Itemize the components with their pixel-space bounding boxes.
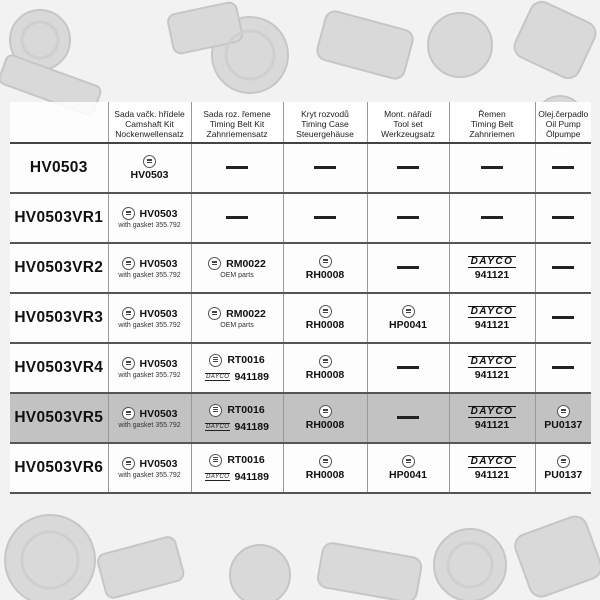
timing-belt-kit-cell	[191, 393, 283, 443]
dayco-logo: DAYCO	[206, 423, 230, 430]
table-row	[10, 143, 591, 193]
variant-code: HV0503VR6	[10, 443, 108, 493]
part-number: 941121	[474, 468, 510, 481]
part-number: HV0503	[139, 457, 178, 470]
header-line: Timing Belt	[470, 119, 514, 129]
header-line: Ölpumpe	[546, 129, 581, 139]
dayco-logo: DAYCO	[468, 406, 517, 418]
header-line: Timing Belt Kit	[209, 119, 265, 129]
part-number: RM0022	[226, 257, 266, 270]
tool-set-cell	[367, 243, 449, 293]
et-logo-icon	[122, 207, 135, 220]
table-row-highlighted	[10, 393, 591, 443]
part-number: RT0016	[227, 454, 265, 466]
not-available-dash-icon	[552, 216, 574, 219]
oil-pump-cell	[535, 343, 591, 393]
header-line: Sada roz. řemene	[203, 109, 271, 119]
timing-belt-cell	[449, 293, 535, 343]
not-available-dash-icon	[397, 366, 419, 369]
part-number: HP0041	[389, 469, 427, 481]
part-number: HV0503	[139, 207, 178, 220]
not-available-dash-icon	[552, 366, 574, 369]
timing-belt-kit-cell	[191, 293, 283, 343]
part-number: HV0503	[139, 357, 178, 370]
et-logo-icon	[319, 305, 332, 318]
part-number: HV0503	[139, 307, 178, 320]
table-row	[10, 193, 591, 243]
et-logo-icon	[557, 455, 570, 468]
part-note: with gasket 355.792	[118, 372, 181, 379]
dayco-logo: DAYCO	[468, 456, 517, 468]
et-logo-icon	[319, 355, 332, 368]
timing-belt-cell	[449, 243, 535, 293]
not-available-dash-icon	[552, 166, 574, 169]
timing-case-cell	[283, 143, 367, 193]
not-available-dash-icon	[397, 166, 419, 169]
tool-set-cell	[367, 193, 449, 243]
part-note: with gasket 355.792	[118, 222, 181, 229]
not-available-dash-icon	[552, 316, 574, 319]
header-line: Timing Case	[301, 119, 349, 129]
et-logo-icon	[319, 255, 332, 268]
camshaft-cell	[108, 293, 191, 343]
tool-set-cell	[367, 443, 449, 493]
timing-belt-kit-cell	[191, 243, 283, 293]
header-line: Werkzeugsatz	[381, 129, 435, 139]
header-line: Mont. nářadí	[384, 109, 432, 119]
camshaft-cell	[108, 393, 191, 443]
et-logo-icon	[402, 455, 415, 468]
camshaft-cell	[108, 193, 191, 243]
oil-pump-cell	[535, 243, 591, 293]
et-logo-icon	[557, 405, 570, 418]
part-note: with gasket 355.792	[118, 272, 181, 279]
timing-belt-cell	[449, 443, 535, 493]
dayco-logo: DAYCO	[206, 473, 230, 480]
oil-pump-cell	[535, 393, 591, 443]
timing-belt-cell	[449, 193, 535, 243]
dayco-logo: DAYCO	[468, 356, 517, 368]
not-available-dash-icon	[481, 166, 503, 169]
table-row	[10, 343, 591, 393]
part-note: OEM parts	[220, 272, 254, 279]
header-line: Steuergehäuse	[296, 129, 354, 139]
part-number: 941189	[234, 420, 269, 433]
part-number: 941189	[234, 470, 269, 483]
header-line: Kryt rozvodů	[301, 109, 349, 119]
et-logo-icon	[122, 407, 135, 420]
part-number: 941189	[234, 370, 269, 383]
timing-belt-kit-cell	[191, 343, 283, 393]
header-line: Zahnriemensatz	[206, 129, 268, 139]
et-logo-icon	[319, 405, 332, 418]
part-note: with gasket 355.792	[118, 422, 181, 429]
dayco-logo: DAYCO	[206, 373, 230, 380]
part-number: 941121	[474, 368, 510, 381]
not-available-dash-icon	[397, 416, 419, 419]
header-line: Olej.čerpadlo	[538, 109, 589, 119]
header-timing-belt-kit	[191, 102, 283, 143]
part-number: 941121	[474, 268, 510, 281]
not-available-dash-icon	[397, 266, 419, 269]
not-available-dash-icon	[314, 166, 336, 169]
header-line: Oil Pump	[545, 119, 581, 129]
part-note: with gasket 355.792	[118, 472, 181, 479]
timing-case-cell	[283, 393, 367, 443]
variant-code: HV0503VR2	[10, 243, 108, 293]
header-timing-belt	[449, 102, 535, 143]
header-row	[10, 102, 591, 143]
timing-case-cell	[283, 343, 367, 393]
timing-case-cell	[283, 443, 367, 493]
part-number: RH0008	[305, 369, 345, 381]
part-number: RT0016	[227, 404, 265, 416]
et-logo-icon	[122, 457, 135, 470]
header-line: Camshaft Kit	[125, 119, 174, 129]
et-logo-icon	[208, 307, 221, 320]
header-timing-case	[283, 102, 367, 143]
not-available-dash-icon	[552, 266, 574, 269]
timing-case-cell	[283, 193, 367, 243]
header-line: Sada vačk. hřídele	[114, 109, 185, 119]
part-number: HP0041	[389, 319, 427, 331]
part-number: RH0008	[305, 419, 345, 431]
part-number: 941121	[474, 418, 510, 431]
table-row	[10, 443, 591, 493]
not-available-dash-icon	[226, 166, 248, 169]
not-available-dash-icon	[226, 216, 248, 219]
et-logo-icon	[122, 357, 135, 370]
part-number: HV0503	[130, 169, 169, 181]
table-row	[10, 243, 591, 293]
variant-code: HV0503	[10, 143, 108, 193]
not-available-dash-icon	[481, 216, 503, 219]
camshaft-cell	[108, 443, 191, 493]
et-logo-icon	[208, 257, 221, 270]
part-number: PU0137	[544, 469, 583, 481]
part-number: PU0137	[544, 419, 583, 431]
et-logo-icon	[209, 354, 222, 367]
timing-case-cell	[283, 293, 367, 343]
tool-set-cell	[367, 393, 449, 443]
variant-code: HV0503VR5	[10, 393, 108, 443]
oil-pump-cell	[535, 143, 591, 193]
tool-set-cell	[367, 343, 449, 393]
part-number: RT0016	[227, 354, 265, 366]
header-line: Řemen	[478, 109, 506, 119]
part-number: RH0008	[305, 269, 345, 281]
timing-belt-kit-cell	[191, 443, 283, 493]
oil-pump-cell	[535, 193, 591, 243]
variant-code: HV0503VR3	[10, 293, 108, 343]
table-row	[10, 293, 591, 343]
header-tool-set	[367, 102, 449, 143]
part-number: RH0008	[305, 469, 345, 481]
timing-belt-cell	[449, 393, 535, 443]
et-logo-icon	[122, 307, 135, 320]
camshaft-cell	[108, 343, 191, 393]
et-logo-icon	[209, 454, 222, 467]
oil-pump-cell	[535, 443, 591, 493]
variant-code: HV0503VR1	[10, 193, 108, 243]
part-number: RH0008	[305, 319, 345, 331]
timing-belt-cell	[449, 143, 535, 193]
camshaft-cell	[108, 243, 191, 293]
header-oil-pump	[535, 102, 591, 143]
variant-code: HV0503VR4	[10, 343, 108, 393]
dayco-logo: DAYCO	[468, 256, 517, 268]
header-line: Nockenwellensatz	[115, 129, 184, 139]
et-logo-icon	[122, 257, 135, 270]
header-line: Tool set	[393, 119, 423, 129]
part-number: HV0503	[139, 257, 178, 270]
part-note: OEM parts	[220, 322, 254, 329]
part-number: 941121	[474, 318, 510, 331]
timing-belt-kit-cell	[191, 143, 283, 193]
tool-set-cell	[367, 293, 449, 343]
tool-set-cell	[367, 143, 449, 193]
header-corner	[10, 102, 108, 143]
not-available-dash-icon	[314, 216, 336, 219]
camshaft-cell	[108, 143, 191, 193]
oil-pump-cell	[535, 293, 591, 343]
header-camshaft-kit	[108, 102, 191, 143]
part-note: with gasket 355.792	[118, 322, 181, 329]
part-number: RM0022	[226, 307, 266, 320]
timing-belt-kit-cell	[191, 193, 283, 243]
timing-belt-cell	[449, 343, 535, 393]
et-logo-icon	[209, 404, 222, 417]
product-variants-table	[10, 102, 591, 494]
part-number: HV0503	[139, 407, 178, 420]
not-available-dash-icon	[397, 216, 419, 219]
et-logo-icon	[319, 455, 332, 468]
header-line: Zahnriemen	[469, 129, 515, 139]
timing-case-cell	[283, 243, 367, 293]
dayco-logo: DAYCO	[468, 306, 517, 318]
et-logo-icon	[143, 155, 156, 168]
et-logo-icon	[402, 305, 415, 318]
